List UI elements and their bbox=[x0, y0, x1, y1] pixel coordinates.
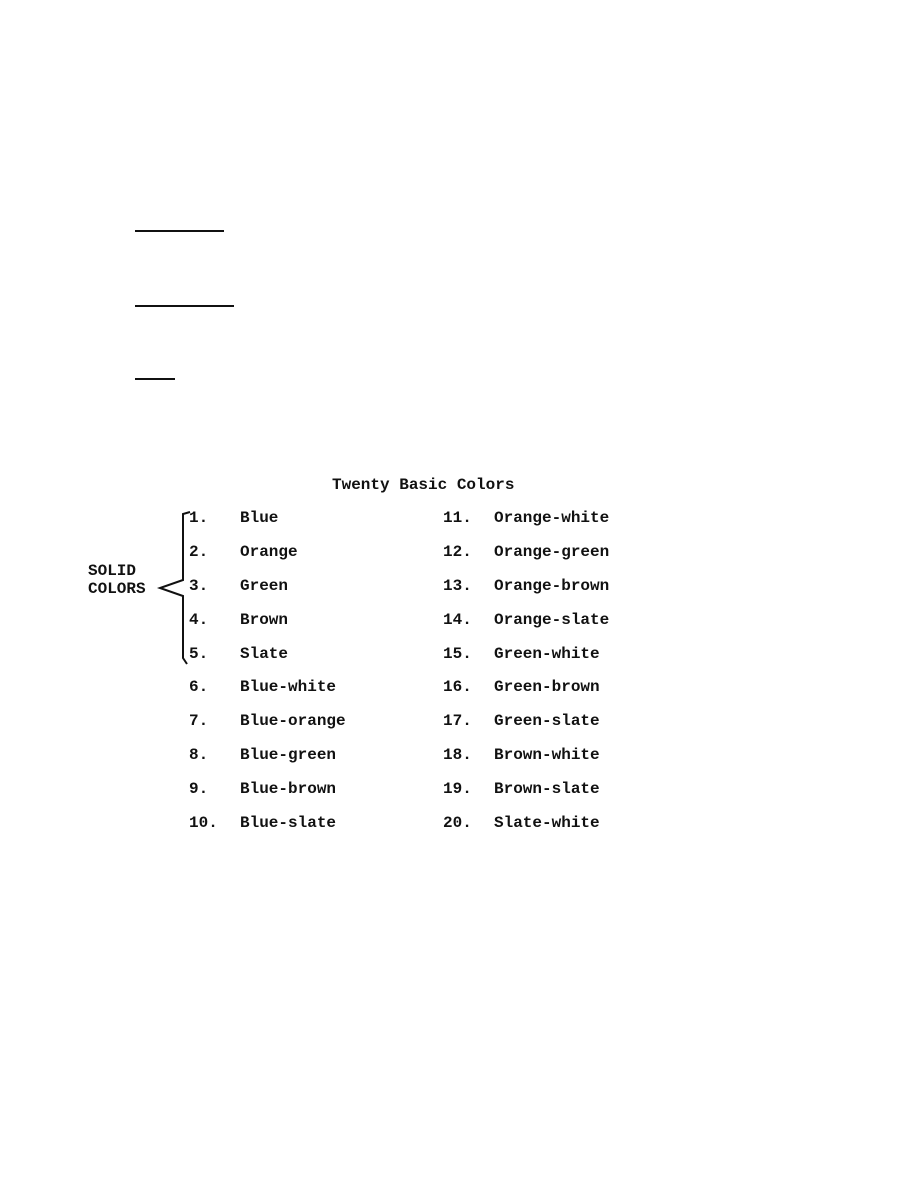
item-color: Orange-white bbox=[494, 509, 610, 527]
list-item bbox=[443, 577, 609, 611]
item-number: 8. bbox=[189, 746, 209, 765]
item-color: Orange bbox=[240, 542, 298, 561]
solid-colors-label bbox=[88, 562, 146, 598]
list-item bbox=[443, 543, 609, 577]
item-number: 16. bbox=[443, 678, 472, 697]
list-item bbox=[443, 611, 609, 645]
item-color: Blue-brown bbox=[240, 780, 337, 799]
item-color: Green-brown bbox=[494, 678, 600, 697]
item-color: Brown-slate bbox=[494, 780, 600, 799]
item-number: 19. bbox=[443, 780, 472, 799]
color-list-left bbox=[189, 509, 346, 848]
item-number: 4. bbox=[189, 610, 209, 629]
item-number: 20. bbox=[443, 814, 472, 833]
list-item bbox=[443, 509, 609, 543]
heading-underline-1 bbox=[135, 230, 224, 232]
list-item bbox=[443, 814, 609, 848]
item-number: 13. bbox=[443, 576, 472, 595]
list-item bbox=[189, 814, 346, 848]
item-number: 9. bbox=[189, 780, 209, 799]
item-color: Brown-white bbox=[494, 746, 600, 765]
list-item bbox=[189, 543, 346, 577]
list-item bbox=[189, 645, 346, 679]
solid-label-line-1: SOLID bbox=[88, 562, 137, 580]
item-number: 1. bbox=[189, 509, 209, 527]
table-title: Twenty Basic Colors bbox=[332, 476, 515, 494]
item-color: Orange-green bbox=[494, 542, 610, 561]
item-number: 12. bbox=[443, 542, 472, 561]
heading-underline-2 bbox=[135, 305, 234, 307]
list-item bbox=[443, 746, 609, 780]
item-color: Green-white bbox=[494, 644, 600, 663]
heading-underline-3 bbox=[135, 378, 175, 380]
list-item bbox=[189, 509, 346, 543]
item-number: 5. bbox=[189, 644, 209, 663]
item-color: Blue-slate bbox=[240, 814, 337, 833]
item-number: 18. bbox=[443, 746, 472, 765]
item-color: Green-slate bbox=[494, 712, 600, 731]
list-item bbox=[443, 645, 609, 679]
item-color: Blue-orange bbox=[240, 712, 346, 731]
list-item bbox=[189, 611, 346, 645]
color-list-right bbox=[443, 509, 609, 848]
item-number: 7. bbox=[189, 712, 209, 731]
item-color: Blue-green bbox=[240, 746, 337, 765]
item-number: 15. bbox=[443, 644, 472, 663]
list-item bbox=[189, 678, 346, 712]
item-number: 11. bbox=[443, 509, 472, 527]
item-number: 17. bbox=[443, 712, 472, 731]
solid-label-line-2: COLORS bbox=[88, 580, 146, 598]
item-color: Green bbox=[240, 576, 289, 595]
item-color: Orange-slate bbox=[494, 610, 610, 629]
list-item bbox=[189, 712, 346, 746]
list-item bbox=[189, 577, 346, 611]
item-color: Brown bbox=[240, 610, 289, 629]
item-number: 14. bbox=[443, 610, 472, 629]
list-item bbox=[189, 746, 346, 780]
list-item bbox=[189, 780, 346, 814]
item-number: 2. bbox=[189, 542, 209, 561]
item-color: Slate-white bbox=[494, 814, 600, 833]
list-item bbox=[443, 678, 609, 712]
item-number: 3. bbox=[189, 576, 209, 595]
list-item bbox=[443, 712, 609, 746]
item-color: Blue-white bbox=[240, 678, 337, 697]
list-item bbox=[443, 780, 609, 814]
item-color: Orange-brown bbox=[494, 576, 610, 595]
item-color: Slate bbox=[240, 644, 289, 663]
item-color: Blue bbox=[240, 509, 279, 527]
item-number: 10. bbox=[189, 814, 218, 833]
item-number: 6. bbox=[189, 678, 209, 697]
